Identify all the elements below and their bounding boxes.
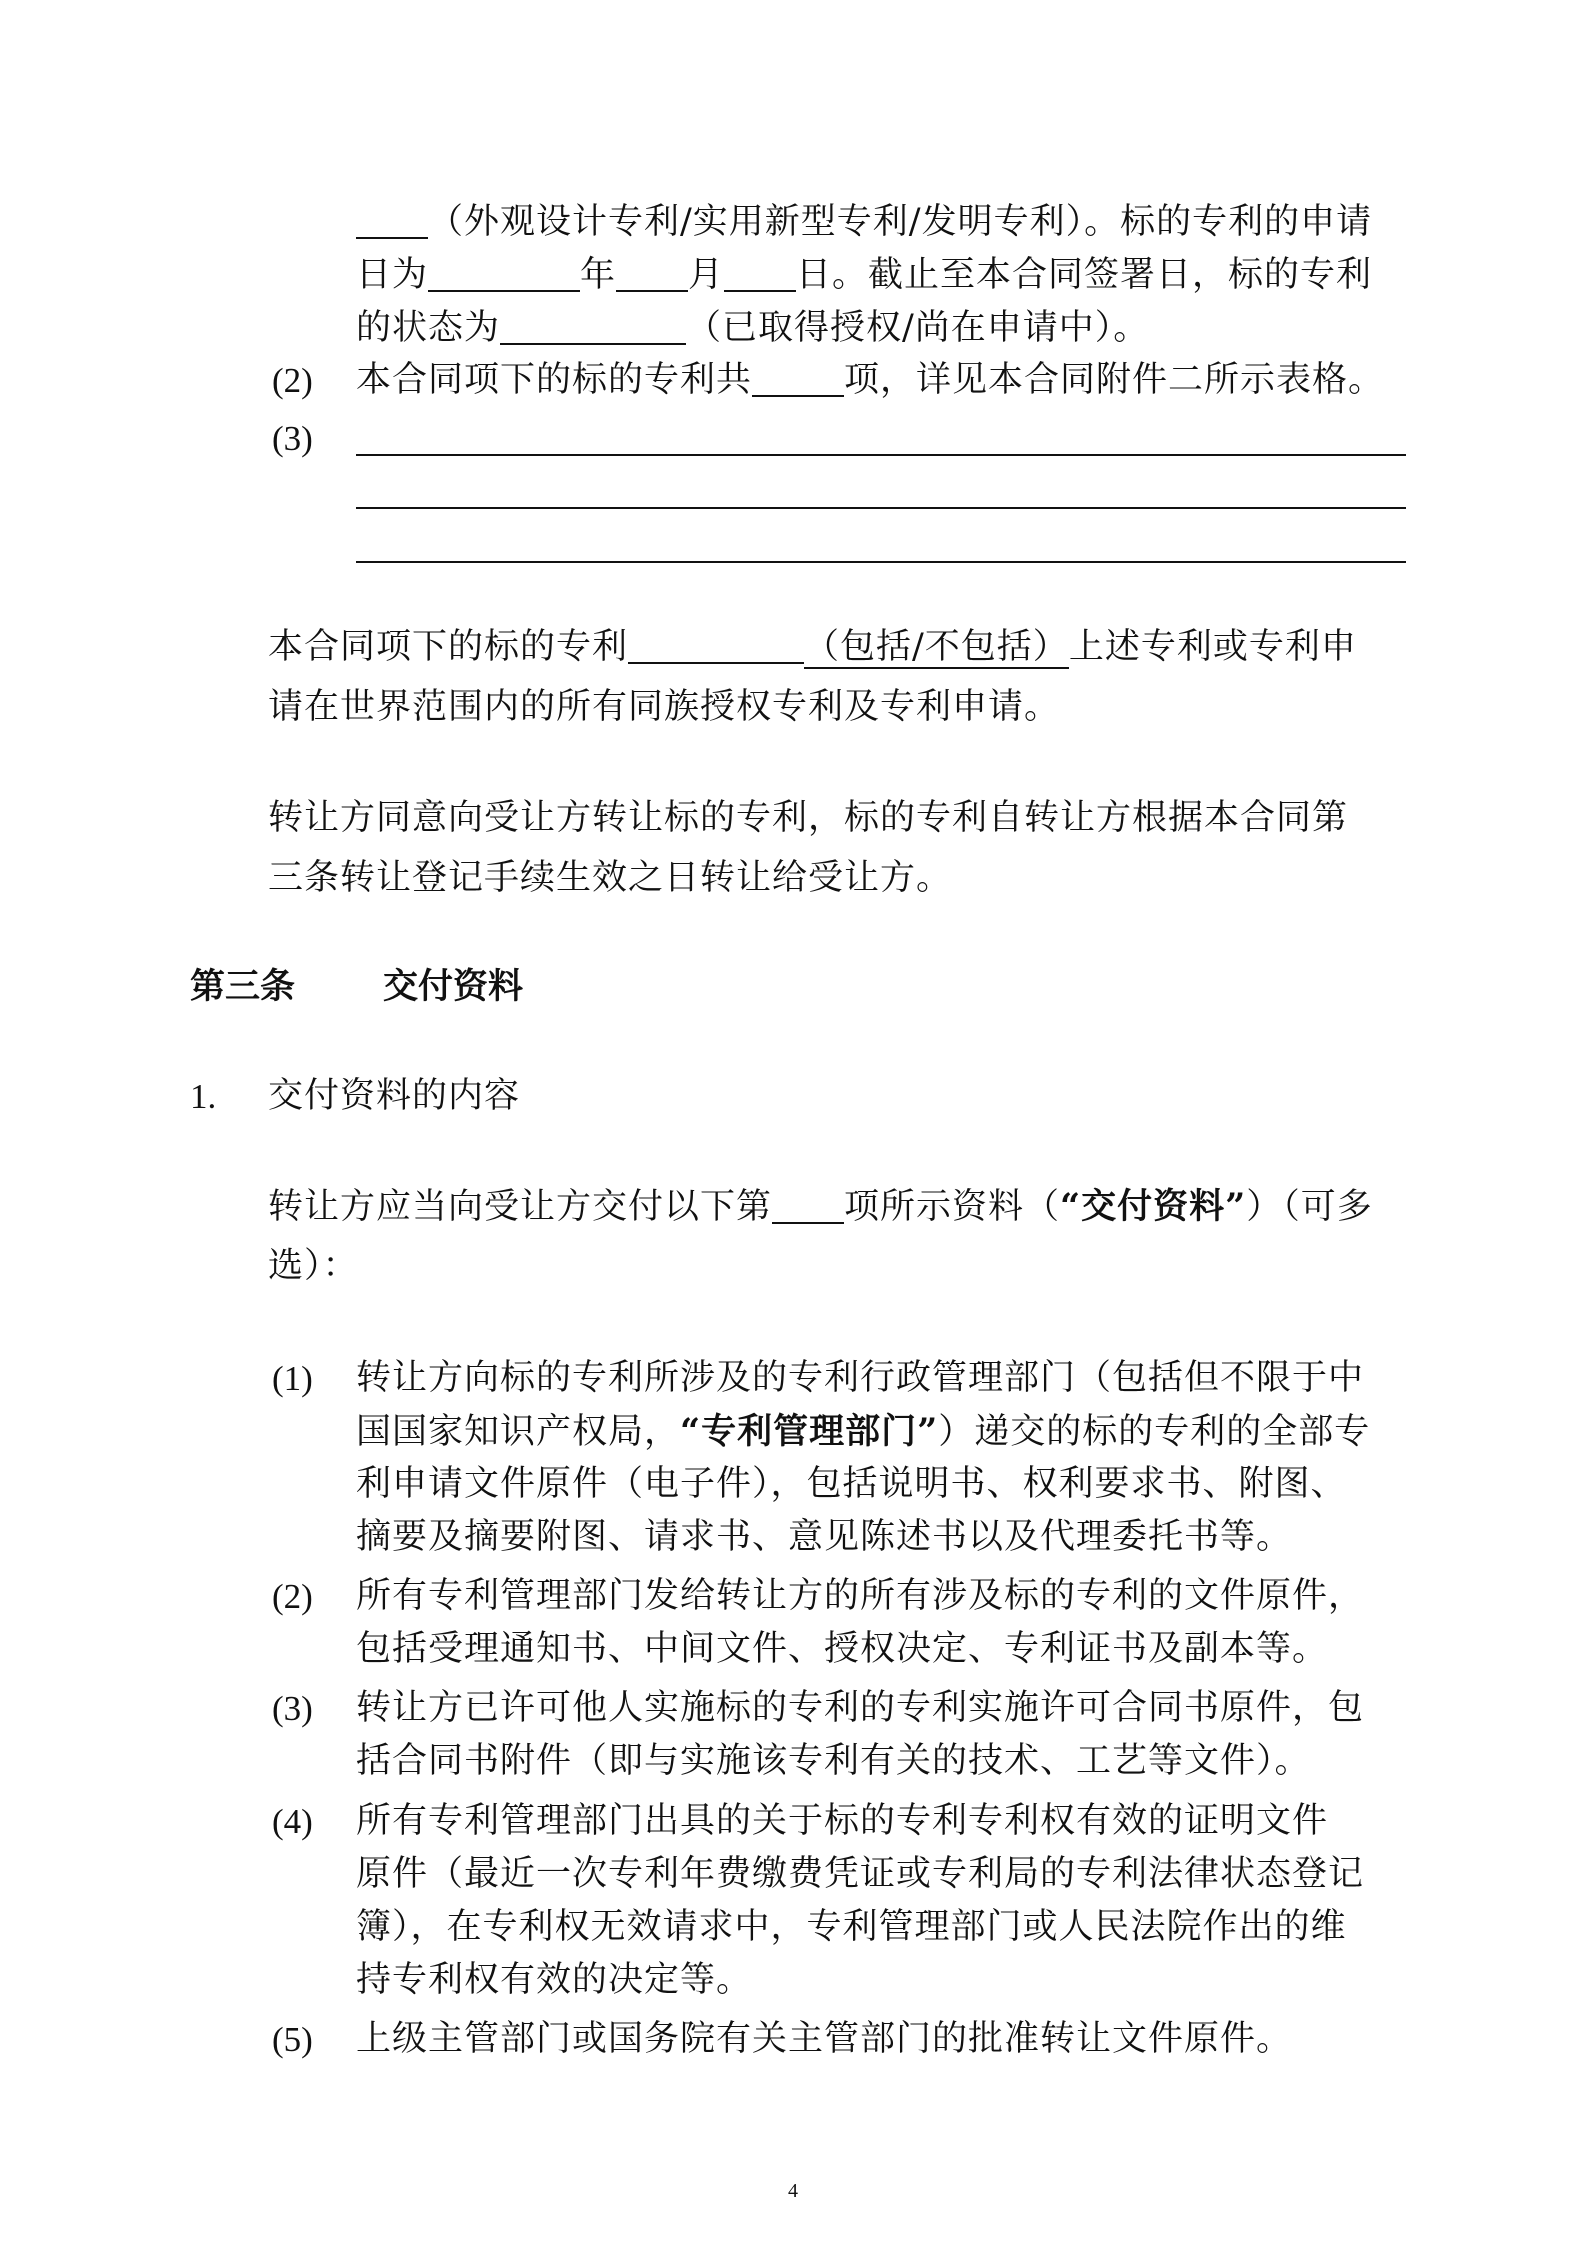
patent-status-line: 的状态为 （已取得授权/尚在申请中）。: [356, 302, 1149, 355]
blank-line-3: [356, 561, 1406, 563]
deliverable-1-number: (1): [272, 1359, 313, 1398]
deliverable-1-line-2: 国国家知识产权局，“专利管理部门”）递交的标的专利的全部专: [356, 1411, 1371, 1452]
deliverable-5-line-1: 上级主管部门或国务院有关主管部门的批准转让文件原件。: [356, 2019, 1293, 2059]
deliverable-2-line-2: 包括受理通知书、中间文件、授权决定、专利证书及副本等。: [356, 1629, 1329, 1669]
transfer-line-1: 转让方同意向受让方转让标的专利，标的专利自转让方根据本合同第: [268, 798, 1349, 838]
page-number: 4: [788, 2180, 798, 2202]
patent-family-line-1: 本合同项下的标的专利 （包括/不包括）上述专利或专利申: [268, 621, 1357, 674]
blank-month: [616, 250, 688, 292]
deliver-intro-line-2: 选）：: [268, 1246, 359, 1286]
section-1-number: 1.: [190, 1077, 217, 1116]
defined-term-patent-authority: “专利管理部门”: [680, 1411, 939, 1452]
defined-term-deliverables: “交付资料”: [1060, 1186, 1247, 1227]
deliverable-4-number: (4): [272, 1802, 313, 1841]
item-2-text: 本合同项下的标的专利共 项，详见本合同附件二所示表格。: [356, 354, 1384, 407]
item-3-number: (3): [272, 419, 313, 458]
deliverable-4-line-2: 原件（最近一次专利年费缴费凭证或专利局的专利法律状态登记: [356, 1854, 1365, 1894]
transfer-line-2: 三条转让登记手续生效之日转让给受让方。: [268, 858, 953, 898]
patent-family-line-2: 请在世界范围内的所有同族授权专利及专利申请。: [268, 687, 1061, 727]
deliverable-5-number: (5): [272, 2020, 313, 2059]
patent-type-line: [356, 196, 1372, 249]
include-options: （包括/不包括）: [804, 627, 1069, 667]
deliverable-3-number: (3): [272, 1689, 313, 1728]
blank-year: [428, 250, 580, 292]
deliverable-2-line-1: 所有专利管理部门发给转让方的所有涉及标的专利的文件原件，: [356, 1576, 1365, 1616]
section-1-title: 交付资料的内容: [268, 1076, 521, 1116]
deliverable-2-number: (2): [272, 1577, 313, 1616]
deliverable-4-line-1: 所有专利管理部门出具的关于标的专利专利权有效的证明文件: [356, 1801, 1329, 1841]
blank-include: [628, 622, 804, 664]
article-3-number: 第三条: [190, 966, 296, 1007]
deliverable-3-line-1: 转让方已许可他人实施标的专利的专利实施许可合同书原件，包: [356, 1688, 1365, 1728]
article-3-title: 交付资料: [383, 966, 524, 1007]
item-2-number: (2): [272, 361, 313, 400]
blank-line-1: [356, 454, 1406, 456]
blank-item-selection: [772, 1182, 844, 1224]
blank-patent-count: [752, 355, 844, 397]
deliverable-1-line-3: 利申请文件原件（电子件），包括说明书、权利要求书、附图、: [356, 1464, 1347, 1504]
deliverable-4-line-4: 持专利权有效的决定等。: [356, 1960, 753, 2000]
deliverable-1-line-4: 摘要及摘要附图、请求书、意见陈述书以及代理委托书等。: [356, 1517, 1293, 1557]
deliverable-3-line-2: 括合同书附件（即与实施该专利有关的技术、工艺等文件）。: [356, 1741, 1311, 1781]
deliver-intro-line-1: 转让方应当向受让方交付以下第 项所示资料（“交付资料”）（可多: [268, 1180, 1373, 1234]
deliverable-4-line-3: 簿），在专利权无效请求中，专利管理部门或人民法院作出的维: [356, 1907, 1347, 1947]
blank-status: [500, 303, 686, 345]
blank-day: [724, 250, 796, 292]
blank-patent-type: [356, 197, 428, 239]
deliverable-1-line-1: 转让方向标的专利所涉及的专利行政管理部门（包括但不限于中: [356, 1358, 1365, 1398]
blank-line-2: [356, 507, 1406, 509]
patent-type-text: （外观设计专利/实用新型专利/发明专利）。标的专利的申请: [428, 202, 1373, 242]
application-date-line: 日为 年 月 日。截止至本合同签署日，标的专利: [356, 249, 1372, 302]
